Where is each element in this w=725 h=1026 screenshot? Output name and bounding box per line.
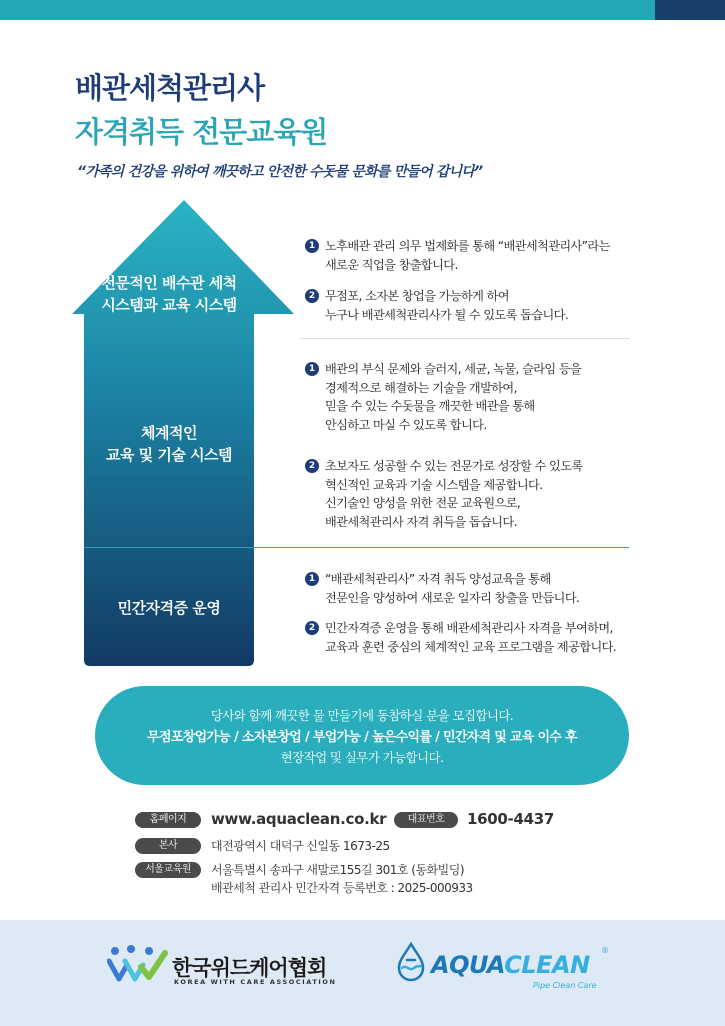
list-item: 2 초보자도 성공할 수 있는 전문가로 성장할 수 있도록 혁신적인 교육과 기술 시스템을 제공합니다. 신기술인 양성을 위한 전문 교육원으로, 배관세척관리사 자격 취득을 돕습니다. (305, 457, 583, 531)
divider-1 (300, 338, 630, 339)
list-item: 2 무점포, 소자본 창업을 가능하게 하여 누구나 배관세척관리사가 될 수 있도록 돕습니다. (305, 287, 568, 324)
number-badge: 2 (305, 621, 319, 635)
phone-tag: 대표번호 (394, 812, 458, 828)
number-badge: 2 (305, 289, 319, 303)
top-accent-bar-dark (655, 0, 725, 20)
divider-2 (84, 547, 629, 548)
slogan: “가족의 건강을 위하여 깨끗하고 안전한 수돗물 문화를 만들어 갑니다” (77, 164, 483, 180)
list-item: 2 민간자격증 운영을 통해 배관세척관리사 자격을 부여하며, 교육과 훈련 중심의 체계적인 교육 프로그램을 제공합니다. (305, 619, 616, 656)
kwc-logo-icon (107, 945, 169, 987)
homepage-url[interactable]: www.aquaclean.co.kr (211, 810, 387, 828)
recruit-banner (95, 686, 629, 785)
recruit-line-2: 무점포창업가능 / 소자본창업 / 부업가능 / 높은수익률 / 민간자격 및 교육 이수 후 (147, 730, 577, 745)
kwc-subtitle: KOREA WITH CARE ASSOCIATION (174, 978, 337, 986)
list-item: 1 “배관세척관리사” 자격 취득 양성교육을 통해 전문인을 양성하여 새로운 일자리 창출을 만듭니다. (305, 570, 579, 607)
kwc-name: 한국위드케어협회 (172, 956, 327, 980)
hq-address: 대전광역시 대덕구 신일동 1673-25 (211, 839, 390, 853)
recruit-line-1: 당사와 함께 깨끗한 물 만들기에 동참하실 분을 모집합니다. (210, 708, 514, 723)
registration-number: 배관세척 관리사 민간자격 등록번호 : 2025-000933 (211, 881, 473, 895)
number-badge: 2 (305, 459, 319, 473)
recruit-line-3: 현장작업 및 실무가 가능합니다. (280, 750, 444, 765)
top-accent-bar (0, 0, 725, 20)
phone-number[interactable]: 1600-4437 (467, 810, 555, 828)
list-item: 1 노후배관 관리 의무 법제화를 통해 “배관세척관리사”라는 새로운 직업을 창출합니다. (305, 237, 610, 274)
seoul-address: 서울특별시 송파구 새말로155길 301호 (동화빌딩) (211, 863, 464, 877)
homepage-tag: 홈페이지 (135, 812, 201, 828)
title-line-2: 자격취득 전문교육원 (75, 115, 328, 149)
aquaclean-name: AQUACLEAN (431, 951, 590, 979)
arrow-label-1: 전문적인 배수관 세척 시스템과 교육 시스템 (101, 274, 237, 314)
aquaclean-logo-icon (393, 942, 429, 982)
number-badge: 1 (305, 239, 319, 253)
arrow-label-3: 민간자격증 운영 (117, 599, 221, 617)
seoul-tag: 서울교육원 (135, 862, 201, 878)
number-badge: 1 (305, 572, 319, 586)
aquaclean-subtitle: Pipe Clean Care (533, 981, 597, 990)
hq-tag: 본사 (135, 838, 201, 854)
title-line-1: 배관세척관리사 (75, 71, 265, 105)
list-item: 1 배관의 부식 문제와 슬러지, 세균, 녹물, 슬라임 등을 경제적으로 해결하는 기술을 개발하여, 믿을 수 있는 수돗물을 깨끗한 배관을 통해 안심하고 마실 수 있도록 합니다. (305, 360, 581, 434)
arrow-label-2: 체계적인 교육 및 기술 시스템 (105, 424, 233, 464)
number-badge: 1 (305, 362, 319, 376)
registered-mark: ® (601, 946, 609, 955)
